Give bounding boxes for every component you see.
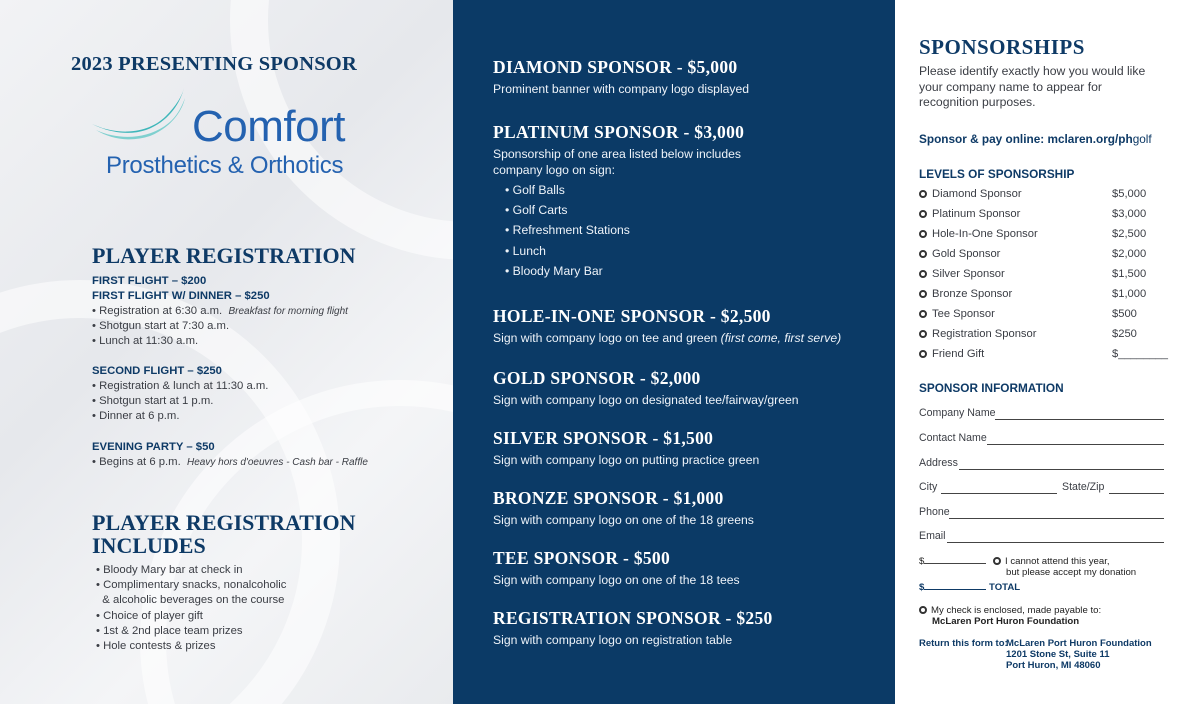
list-item: • Lunch at 11:30 a.m.: [92, 335, 199, 347]
level-title: TEE SPONSOR - $500: [493, 548, 671, 568]
checkbox-icon: [919, 310, 927, 318]
checkbox-icon: [919, 606, 927, 614]
form-intro: Please identify exactly how you would like your company name to appear for recognition purposes.: [919, 64, 1146, 109]
level-title: BRONZE SPONSOR - $1,000: [493, 488, 724, 508]
list-item: • Complimentary snacks, nonalcoholic: [96, 579, 287, 592]
platinum-level: [493, 122, 888, 178]
form-title: SPONSORSHIPS: [919, 35, 1085, 59]
second-flight-block: [92, 364, 268, 424]
level-title: SILVER SPONSOR - $1,500: [493, 428, 714, 448]
list-item: • Lunch: [505, 243, 546, 258]
first-flight-dinner-price: FIRST FLIGHT W/ DINNER – $250: [92, 290, 270, 302]
levels-heading: LEVELS OF SPONSORSHIP: [919, 167, 1075, 181]
checkbox-icon: [919, 190, 927, 198]
checkbox-icon: [919, 210, 927, 218]
checkbox-icon: [919, 250, 927, 258]
level-option[interactable]: Registration Sponsor $250: [919, 328, 1164, 348]
logo-word: Comfort: [192, 102, 345, 151]
list-item: • Bloody Mary bar at check in: [96, 564, 243, 576]
level-desc: Sponsorship of one area listed below includes company logo on sign:: [493, 147, 741, 177]
list-item: • Golf Carts: [505, 203, 568, 218]
first-flight-price: FIRST FLIGHT – $200: [92, 275, 207, 287]
phone-field[interactable]: Phone: [919, 506, 1164, 520]
list-item: • Dinner at 6 p.m.: [92, 410, 180, 422]
comfort-logo: [88, 86, 388, 186]
player-registration-title: PLAYER REGISTRATION: [92, 243, 356, 268]
checkbox-icon: [919, 290, 927, 298]
wing-logo-icon: [88, 86, 198, 156]
list-item: • Golf Balls: [505, 183, 565, 197]
tee-level: [493, 548, 888, 588]
level-desc: Sign with company logo on one of the 18 greens: [493, 513, 754, 527]
level-title: REGISTRATION SPONSOR - $250: [493, 608, 773, 628]
level-title: HOLE-IN-ONE SPONSOR - $2,500: [493, 306, 771, 326]
info-heading: SPONSOR INFORMATION: [919, 381, 1064, 395]
sponsor-levels-panel: [453, 0, 895, 704]
list-item: • Hole contests & prizes: [96, 640, 216, 653]
level-desc: Prominent banner with company logo displayed: [493, 82, 750, 96]
level-title: PLATINUM SPONSOR - $3,000: [493, 122, 745, 142]
diamond-level: [493, 57, 888, 97]
total-field[interactable]: $ TOTAL: [919, 582, 1021, 593]
level-option[interactable]: Friend Gift $________: [919, 348, 1164, 368]
bronze-level: [493, 488, 888, 528]
contact-name-field[interactable]: Contact Name: [919, 432, 1164, 446]
list-item: • Refreshment Stations: [505, 223, 630, 238]
level-option[interactable]: Gold Sponsor $2,000: [919, 248, 1164, 268]
level-option[interactable]: Diamond Sponsor $5,000: [919, 188, 1164, 208]
online-link[interactable]: Sponsor & pay online: mclaren.org/phgolf: [919, 132, 1152, 146]
silver-level: [493, 428, 888, 468]
level-option[interactable]: Platinum Sponsor $3,000: [919, 208, 1164, 228]
list-item: • Bloody Mary Bar: [505, 263, 603, 278]
company-name-field[interactable]: Company Name: [919, 407, 1164, 421]
list-item: • Shotgun start at 1 p.m.: [92, 395, 214, 407]
presenting-panel: [0, 0, 453, 704]
second-flight-price: SECOND FLIGHT – $250: [92, 365, 222, 377]
includes-list: [96, 563, 286, 654]
address-field[interactable]: Address: [919, 457, 1164, 471]
email-field[interactable]: Email: [919, 530, 1164, 544]
checkbox-icon: [919, 330, 927, 338]
sponsorship-form: [895, 0, 1200, 704]
cannot-attend-option[interactable]: I cannot attend this year, but please accept my donation: [993, 556, 1136, 578]
hole-in-one-level: [493, 306, 888, 346]
return-address: Return this form to: McLaren Port Huron Foundation 1201 Stone St, Suite 11 Port Huron, MI 48060: [919, 638, 1152, 671]
level-desc: Sign with company logo on tee and green (first come, first serve): [493, 331, 842, 345]
list-item: • Shotgun start at 7:30 a.m.: [92, 320, 230, 332]
logo-subtitle: Prosthetics & Orthotics: [106, 152, 344, 179]
list-item: • Begins at 6 p.m. Heavy hors d'oeuvres - Cash bar - Raffle: [92, 456, 368, 468]
platinum-bullets: [505, 180, 630, 281]
list-item: • Registration at 6:30 a.m. Breakfast for morning flight: [92, 305, 348, 317]
includes-title: PLAYER REGISTRATION INCLUDES: [92, 510, 356, 558]
level-desc: Sign with company logo on designated tee/fairway/green: [493, 393, 799, 407]
level-desc: Sign with company logo on putting practice green: [493, 453, 760, 467]
checkbox-icon: [919, 350, 927, 358]
list-item: • Registration & lunch at 11:30 a.m.: [92, 380, 269, 392]
checkbox-icon: [919, 270, 927, 278]
gold-level: [493, 368, 888, 408]
level-desc: Sign with company logo on one of the 18 tees: [493, 573, 740, 587]
level-title: DIAMOND SPONSOR - $5,000: [493, 57, 738, 77]
level-option[interactable]: Hole-In-One Sponsor $2,500: [919, 228, 1164, 248]
level-option[interactable]: Bronze Sponsor $1,000: [919, 288, 1164, 308]
list-item: • 1st & 2nd place team prizes: [96, 624, 243, 637]
presenting-sponsor-title: 2023 PRESENTING SPONSOR: [71, 53, 357, 75]
check-enclosed-option[interactable]: My check is enclosed, made payable to: McLaren Port Huron Foundation: [919, 605, 1101, 627]
checkbox-icon: [919, 230, 927, 238]
level-option[interactable]: Tee Sponsor $500: [919, 308, 1164, 328]
level-option[interactable]: Silver Sponsor $1,500: [919, 268, 1164, 288]
evening-party-price: EVENING PARTY – $50: [92, 441, 215, 453]
level-title: GOLD SPONSOR - $2,000: [493, 368, 701, 388]
level-desc: Sign with company logo on registration table: [493, 633, 733, 647]
registration-level: [493, 608, 888, 648]
first-flight-block: [92, 274, 348, 349]
city-state-field[interactable]: City State/Zip: [919, 481, 1164, 495]
list-item: • Choice of player gift: [96, 609, 203, 622]
donation-amount-field[interactable]: $: [919, 556, 986, 567]
list-item: & alcoholic beverages on the course: [96, 594, 285, 607]
evening-party-block: [92, 440, 368, 470]
checkbox-icon: [993, 557, 1001, 565]
